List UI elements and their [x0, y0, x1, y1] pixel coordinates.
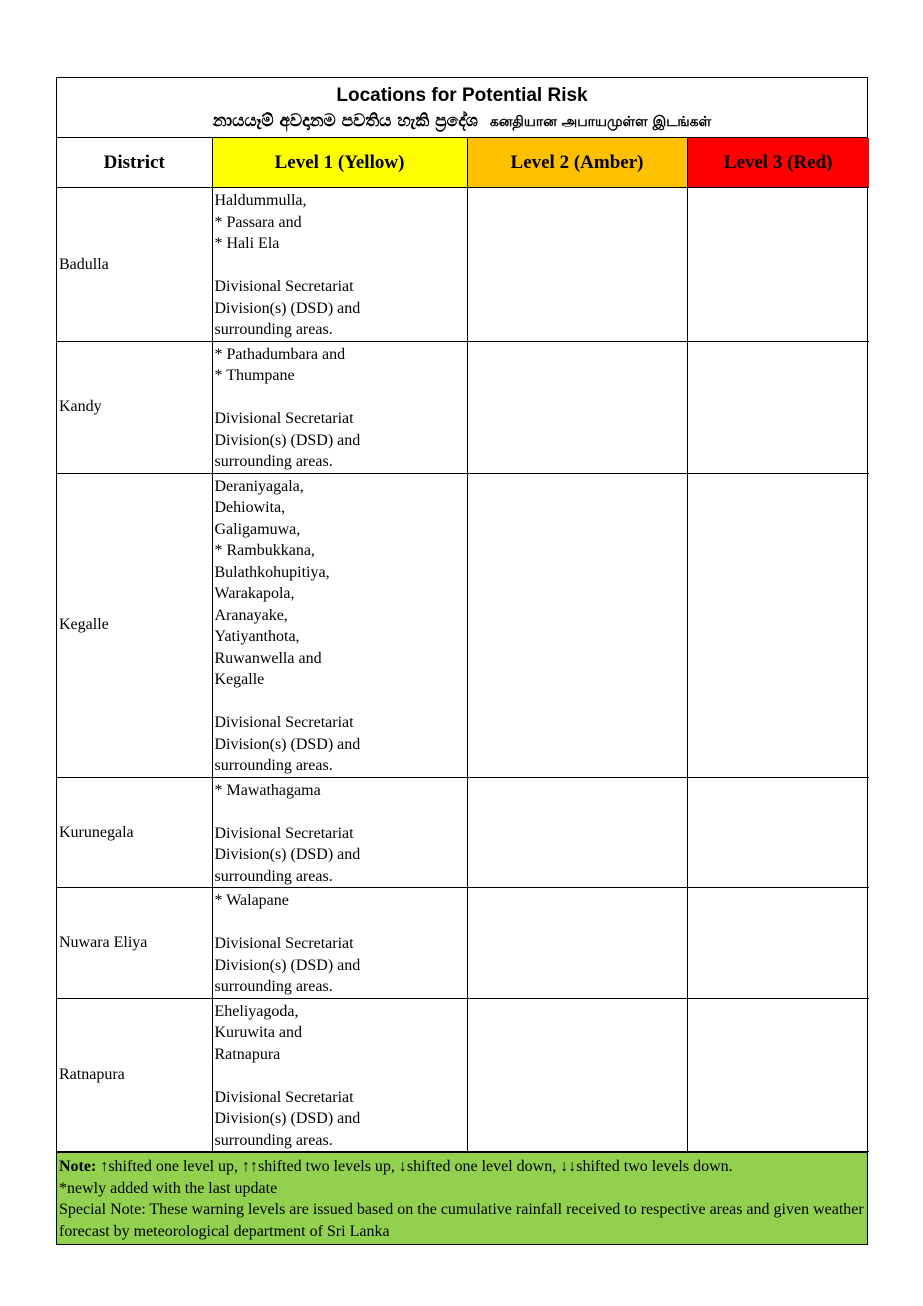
note-label: Note: [59, 1158, 97, 1175]
title-tamil: கனதியான அபாயமுள்ள இடங்கள் [489, 114, 712, 130]
district-cell: Kegalle [57, 473, 212, 777]
table-row [57, 888, 869, 999]
level3-cell [687, 341, 869, 473]
level1-cell: * Walapane Divisional Secretariat Division(s) (DSD) and surrounding areas. [212, 888, 467, 999]
level3-cell [687, 188, 869, 342]
title-local [57, 108, 867, 135]
table-row [57, 341, 869, 473]
level3-cell [687, 473, 869, 777]
level1-cell: * Mawathagama Divisional Secretariat Division(s) (DSD) and surrounding areas. [212, 777, 467, 888]
risk-table-sheet [56, 77, 868, 1245]
level1-cell: * Pathadumbara and * Thumpane Divisional Secretariat Division(s) (DSD) and surrounding areas. [212, 341, 467, 473]
column-header-level3: Level 3 (Red) [687, 138, 869, 188]
district-cell: Kandy [57, 341, 212, 473]
level2-cell [467, 188, 687, 342]
note-arrows-text: ↑shifted one level up, ↑↑shifted two levels up, ↓shifted one level down, ↓↓shifted two levels down. [96, 1158, 733, 1175]
risk-table [57, 138, 869, 1152]
district-cell: Ratnapura [57, 998, 212, 1152]
title-block [57, 78, 867, 138]
table-row [57, 998, 869, 1152]
title-english: Locations for Potential Risk [336, 85, 588, 106]
note-box [57, 1152, 867, 1244]
level2-cell [467, 341, 687, 473]
table-row [57, 188, 869, 342]
note-line-special: Special Note: These warning levels are issued based on the cumulative rainfall received to respective areas and given weather forecast by meteorological department of Sri Lanka [59, 1201, 864, 1240]
table-row [57, 777, 869, 888]
district-cell: Nuwara Eliya [57, 888, 212, 999]
note-line-arrows [59, 1156, 865, 1178]
level3-cell [687, 998, 869, 1152]
column-header-district: District [57, 138, 212, 188]
level3-cell [687, 888, 869, 999]
column-header-level1: Level 1 (Yellow) [212, 138, 467, 188]
header-row [57, 138, 869, 188]
level1-cell: Eheliyagoda, Kuruwita and Ratnapura Divisional Secretariat Division(s) (DSD) and surrounding areas. [212, 998, 467, 1152]
table-row [57, 473, 869, 777]
level1-cell: Haldummulla, * Passara and * Hali Ela Divisional Secretariat Division(s) (DSD) and surrounding areas. [212, 188, 467, 342]
note-line-new: *newly added with the last update [59, 1179, 278, 1197]
level3-cell [687, 777, 869, 888]
level1-cell: Deraniyagala, Dehiowita, Galigamuwa, * Rambukkana, Bulathkohupitiya, Warakapola, Aranayake, Yatiyanthota, Ruwanwella and Kegalle Divisional Secretariat Division(s) (DSD) and surrounding areas. [212, 473, 467, 777]
level2-cell [467, 888, 687, 999]
title-sinhala: නායයෑම් අවදානම පවතිය හැකි ප්‍රදේශ [212, 111, 478, 131]
level2-cell [467, 777, 687, 888]
level2-cell [467, 998, 687, 1152]
district-cell: Kurunegala [57, 777, 212, 888]
level2-cell [467, 473, 687, 777]
district-cell: Badulla [57, 188, 212, 342]
column-header-level2: Level 2 (Amber) [467, 138, 687, 188]
